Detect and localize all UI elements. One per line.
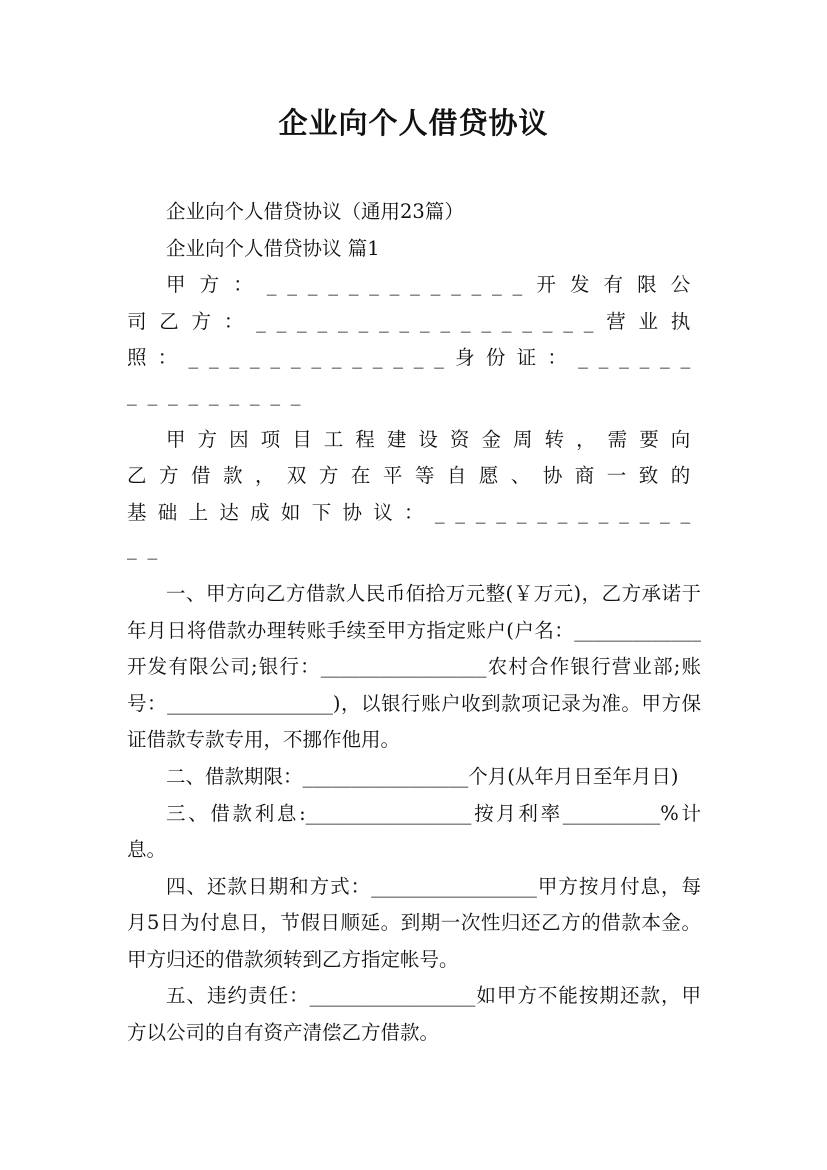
paragraph-clause-5: 五、违约责任：_________________如甲方不能按期还款，甲方以公司的自有资产清偿乙方借款。 [127,984,701,1045]
document-title: 企业向个人借贷协议 [278,106,549,140]
document-body [127,194,701,1052]
paragraph-purpose: 甲方因项目工程建设资金周转，需要向乙方借款，双方在平等自愿、协商一致的基础上达成如下协议：_______________ [127,427,701,561]
paragraph-subtitle: 企业向个人借贷协议（通用23篇） [166,200,464,223]
paragraph-parties: 甲方：_____________开发有限公司乙方：_________________营业执照：_____________身份证：_______________ [127,273,701,406]
paragraph-section-heading: 企业向个人借贷协议 篇1 [166,236,380,260]
paragraph-clause-1: 一、甲方向乙方借款人民币佰拾万元整(￥万元)，乙方承诺于年月日将借款办理转账手续至甲方指定账户(户名：_____________开发有限公司;银行：_________________农村合作银行营业部;账号：_________________)，以银行账户收到款项记录为准。甲方保证借款专款专用，不挪作他用。 [127,581,701,752]
paragraph-clause-3: 三、借款利息:_________________按月利率__________%计息。 [127,801,701,862]
paragraph-clause-2: 二、借款期限：_________________个月(从年月日至年月日) [166,764,679,788]
paragraph-clause-4: 四、还款日期和方式：_________________甲方按月付息，每月5日为付息日，节假日顺延。到期一次性归还乙方的借款本金。甲方归还的借款须转到乙方指定帐号。 [127,874,701,971]
